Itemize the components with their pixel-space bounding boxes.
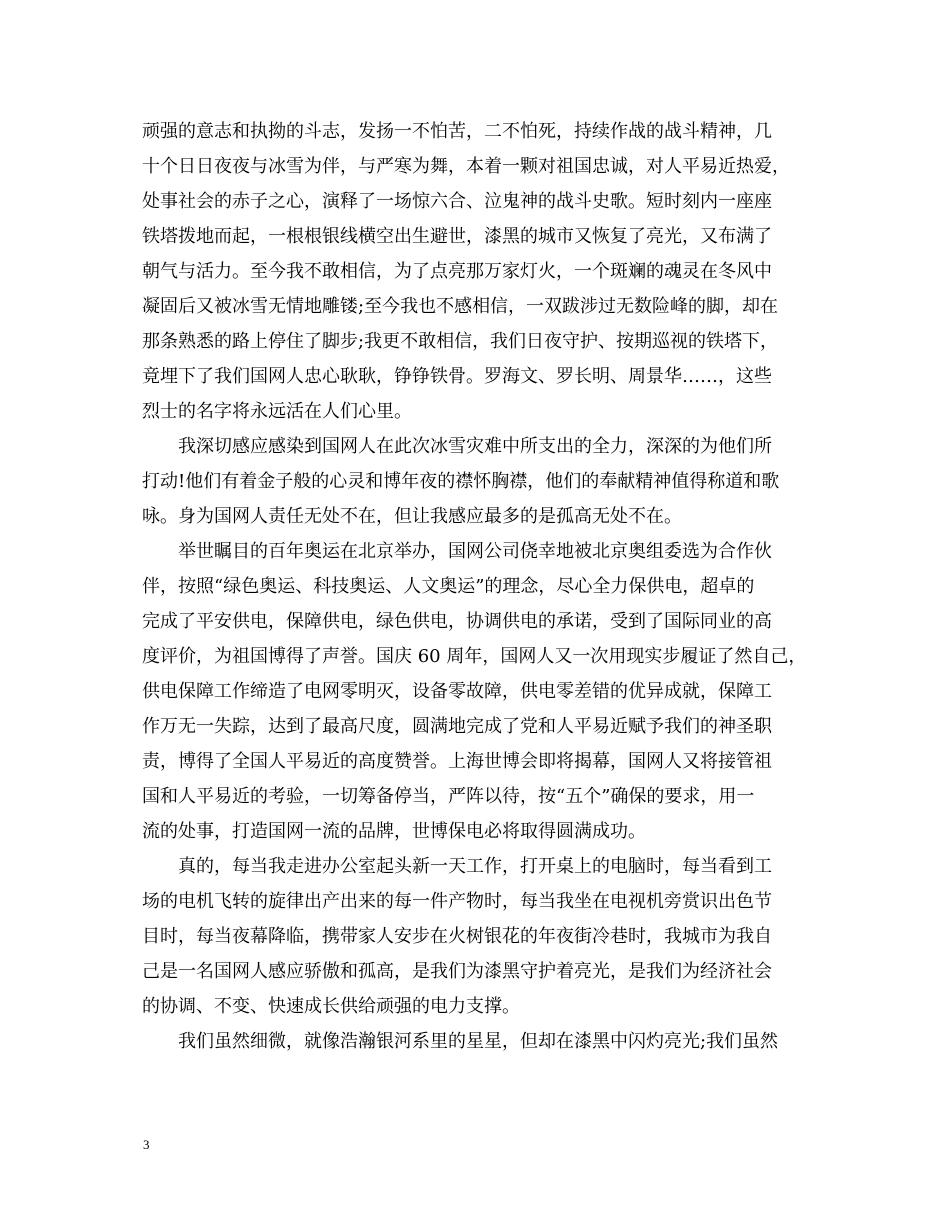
text-line: 的协调、不变、快速成长供给顽强的电力支撑。 bbox=[142, 996, 520, 1017]
text-line: 目时，每当夜幕降临，携带家人安步在火树银花的年夜街冷巷时，我城市为我自 bbox=[142, 926, 772, 947]
text-line: 己是一名国网人感应骄傲和孤高，是我们为漆黑守护着亮光，是我们为经济社会 bbox=[142, 961, 772, 982]
paragraph bbox=[142, 114, 812, 429]
text-line: 责，博得了全国人平易近的高度赞誉。上海世博会即将揭幕，国网人又将接管祖 bbox=[142, 751, 772, 772]
text-line: 举世瞩目的百年奥运在北京举办，国网公司侥幸地被北京奥组委选为合作伙 bbox=[178, 541, 772, 562]
text-line: 顽强的意志和执拗的斗志，发扬一不怕苦，二不怕死，持续作战的战斗精神，几 bbox=[142, 121, 772, 142]
text-line: 我深切感应感染到国网人在此次冰雪灾难中所支出的全力，深深的为他们所 bbox=[178, 436, 772, 457]
text-line: 流的处事，打造国网一流的品牌，世博保电必将取得圆满成功。 bbox=[142, 821, 646, 842]
text-line: 凝固后又被冰雪无情地雕镂;至今我也不感相信，一双跋涉过无数险峰的脚，却在 bbox=[142, 296, 779, 317]
paragraph bbox=[142, 534, 812, 849]
text-line: 咏。身为国网人责任无处不在，但让我感应最多的是孤高无处不在。 bbox=[142, 506, 682, 527]
paragraph bbox=[142, 849, 812, 1024]
text-line: 作万无一失踪，达到了最高尺度，圆满地完成了党和人平易近赋予我们的神圣职 bbox=[142, 716, 772, 737]
text-line: 国和人平易近的考验，一切筹备停当，严阵以待，按“五个”确保的要求，用一 bbox=[142, 786, 755, 807]
text-line: 烈士的名字将永远活在人们心里。 bbox=[142, 401, 412, 422]
text-line: 供电保障工作缔造了电网零明灭，设备零故障，供电零差错的优异成就，保障工 bbox=[142, 681, 772, 702]
paragraph bbox=[142, 1024, 812, 1059]
text-line: 伴，按照“绿色奥运、科技奥运、人文奥运”的理念，尽心全力保供电，超卓的 bbox=[142, 576, 755, 597]
text-line: 处事社会的赤子之心，演释了一场惊六合、泣鬼神的战斗史歌。短时刻内一座座 bbox=[142, 191, 772, 212]
text-line: 打动!他们有着金子般的心灵和博年夜的襟怀胸襟，他们的奉献精神值得称道和歌 bbox=[142, 471, 780, 492]
text-line: 十个日日夜夜与冰雪为伴，与严寒为舞，本着一颗对祖国忠诚，对人平易近热爱， bbox=[142, 156, 790, 177]
text-line: 朝气与活力。至今我不敢相信，为了点亮那万家灯火，一个斑斓的魂灵在冬风中 bbox=[142, 261, 772, 282]
text-line: 铁塔拨地而起，一根根银线横空出生避世，漆黑的城市又恢复了亮光，又布满了 bbox=[142, 226, 772, 247]
text-line: 那条熟悉的路上停住了脚步;我更不敢相信，我们日夜守护、按期巡视的铁塔下， bbox=[142, 331, 779, 352]
text-line: 场的电机飞转的旋律出产出来的每一件产物时，每当我坐在电视机旁赏识出色节 bbox=[142, 891, 772, 912]
text-line: 完成了平安供电，保障供电，绿色供电，协调供电的承诺，受到了国际同业的高 bbox=[142, 611, 772, 632]
document-body bbox=[142, 114, 812, 1059]
text-line: 我们虽然细微，就像浩瀚银河系里的星星，但却在漆黑中闪灼亮光;我们虽然 bbox=[178, 1031, 779, 1052]
text-line: 度评价，为祖国博得了声誉。国庆 60 周年，国网人又一次用现实步履证了然自己， bbox=[142, 646, 807, 667]
text-line: 真的，每当我走进办公室起头新一天工作，打开桌上的电脑时，每当看到工 bbox=[178, 856, 772, 877]
paragraph bbox=[142, 429, 812, 534]
page-number: 3 bbox=[143, 1137, 150, 1152]
text-line: 竟埋下了我们国网人忠心耿耿，铮铮铁骨。罗海文、罗长明、周景华……，这些 bbox=[142, 366, 772, 387]
